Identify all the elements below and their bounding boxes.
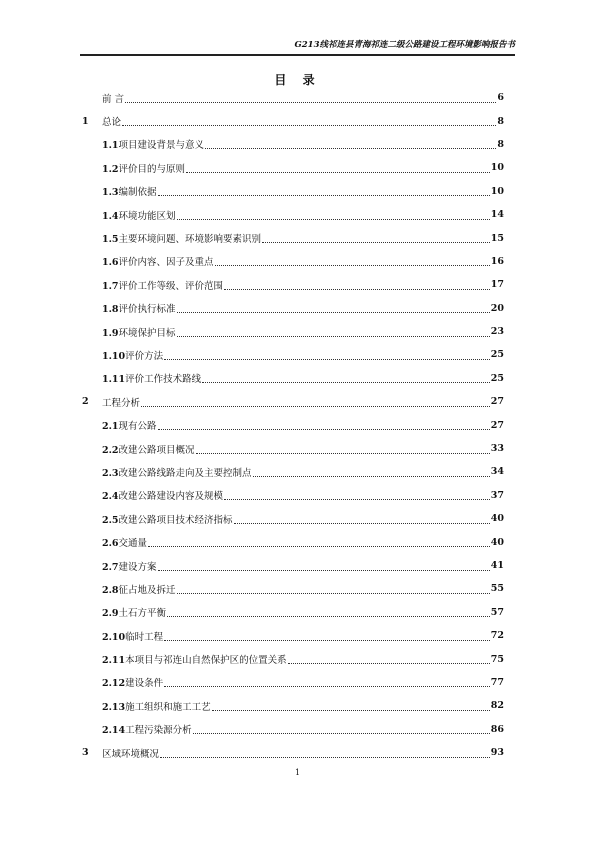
toc-dot-leader <box>253 467 490 477</box>
toc-dot-leader <box>224 490 490 500</box>
toc-title: 目 录 <box>274 73 321 87</box>
toc-page-number: 34 <box>490 466 504 478</box>
toc-page-number: 57 <box>490 606 504 618</box>
toc-entry[interactable] <box>82 530 504 553</box>
toc-entry-label <box>102 114 121 128</box>
toc-dot-leader <box>196 444 490 454</box>
toc-dot-leader <box>177 210 490 220</box>
toc-page-number: 27 <box>490 396 504 408</box>
toc-entry-title: 现有公路 <box>118 421 157 433</box>
toc-entry-label <box>102 699 211 713</box>
toc-page-number: 14 <box>490 209 504 221</box>
toc-page-number: 10 <box>490 162 504 174</box>
page-header <box>80 38 515 56</box>
table-of-contents <box>82 86 504 764</box>
toc-chapter-number: 3 <box>82 747 89 759</box>
toc-page-number: 40 <box>490 536 504 548</box>
toc-entry[interactable] <box>82 273 504 296</box>
toc-entry-title: 改建公路项目技术经济指标 <box>118 514 233 526</box>
toc-entry[interactable] <box>82 343 504 366</box>
toc-entry-title: 交通量 <box>118 538 148 550</box>
toc-entry-label <box>102 348 163 362</box>
toc-section-number: 2.10 <box>102 631 126 643</box>
toc-dot-leader <box>158 420 490 430</box>
toc-entry-label <box>102 535 147 549</box>
toc-section-number: 2.5 <box>102 514 119 526</box>
toc-page-number: 25 <box>490 349 504 361</box>
toc-entry-label <box>102 325 176 339</box>
toc-section-number: 2.2 <box>102 444 119 456</box>
toc-entry-label <box>102 465 252 479</box>
toc-entry[interactable] <box>82 507 504 530</box>
toc-entry-label <box>102 208 176 222</box>
toc-entry[interactable] <box>82 671 504 694</box>
toc-page-number: 8 <box>497 115 504 127</box>
toc-section-number: 1.7 <box>102 280 119 292</box>
toc-dot-leader <box>141 397 490 407</box>
toc-dot-leader <box>122 116 496 126</box>
toc-page-number: 72 <box>490 630 504 642</box>
toc-entry-title: 施工组织和施工工艺 <box>125 701 211 713</box>
toc-page-number: 6 <box>497 92 504 104</box>
toc-page-number: 55 <box>490 583 504 595</box>
toc-page-number: 16 <box>490 255 504 267</box>
toc-entry[interactable] <box>82 109 504 132</box>
toc-entry-label <box>102 675 163 689</box>
toc-dot-leader <box>288 654 490 664</box>
toc-entry[interactable] <box>82 437 504 460</box>
toc-entry[interactable] <box>82 647 504 670</box>
toc-page-number: 20 <box>490 302 504 314</box>
toc-entry-title: 本项目与祁连山自然保护区的位置关系 <box>125 655 287 667</box>
toc-entry-label <box>102 746 159 760</box>
toc-section-number: 1.8 <box>102 304 119 316</box>
toc-section-number: 1.4 <box>102 210 119 222</box>
toc-section-number: 1.9 <box>102 327 119 339</box>
toc-entry-title: 总论 <box>102 117 122 129</box>
toc-section-number: 1.3 <box>102 187 119 199</box>
toc-entry[interactable] <box>82 601 504 624</box>
toc-dot-leader <box>212 701 490 711</box>
toc-entry[interactable] <box>82 226 504 249</box>
toc-chapter-number: 1 <box>82 115 89 127</box>
toc-entry-label <box>102 442 195 456</box>
toc-entry-label <box>102 301 176 315</box>
toc-dot-leader <box>164 631 490 641</box>
toc-page-number: 33 <box>490 443 504 455</box>
toc-section-number: 1.2 <box>102 163 119 175</box>
toc-dot-leader <box>205 139 496 149</box>
toc-entry[interactable] <box>82 367 504 390</box>
toc-entry-title: 临时工程 <box>125 631 164 643</box>
toc-page-number: 15 <box>490 232 504 244</box>
toc-page-number: 86 <box>490 723 504 735</box>
toc-entry-label <box>102 582 176 596</box>
toc-entry[interactable] <box>82 694 504 717</box>
toc-entry-title: 征占地及拆迁 <box>118 584 176 596</box>
toc-section-number: 1.6 <box>102 257 119 269</box>
toc-entry-label <box>102 722 192 736</box>
toc-entry[interactable] <box>82 297 504 320</box>
toc-entry[interactable] <box>82 460 504 483</box>
toc-entry-title: 主要环境问题、环境影响要素识别 <box>118 234 262 246</box>
toc-entry-label <box>102 605 166 619</box>
toc-dot-leader <box>215 256 490 266</box>
toc-dot-leader <box>186 163 490 173</box>
toc-page-number: 10 <box>490 185 504 197</box>
toc-entry-title: 评价目的与原则 <box>118 163 186 175</box>
toc-entry-title: 建设方案 <box>118 561 157 573</box>
toc-page-number: 27 <box>490 419 504 431</box>
toc-entry-label <box>102 161 185 175</box>
toc-entry[interactable] <box>82 156 504 179</box>
toc-page-number: 25 <box>490 372 504 384</box>
toc-entry-label <box>102 418 157 432</box>
toc-dot-leader <box>158 561 490 571</box>
toc-entry[interactable] <box>82 624 504 647</box>
toc-entry[interactable] <box>82 554 504 577</box>
toc-page-number: 40 <box>490 513 504 525</box>
toc-entry-label <box>102 652 287 666</box>
toc-dot-leader <box>160 748 490 758</box>
toc-entry-title: 区域环境概况 <box>102 748 160 760</box>
toc-entry-title: 改建公路建设内容及规模 <box>118 491 224 503</box>
toc-page-number: 75 <box>490 653 504 665</box>
toc-section-number: 2.11 <box>102 655 126 667</box>
header-title: G213线祁连县青海祁连二级公路建设工程环境影响报告书 <box>294 40 515 50</box>
toc-entry[interactable] <box>82 484 504 507</box>
toc-section-number: 2.8 <box>102 584 119 596</box>
toc-entry-title: 改建公路线路走向及主要控制点 <box>118 467 252 479</box>
toc-dot-leader <box>177 327 490 337</box>
toc-entry[interactable] <box>82 390 504 413</box>
toc-entry-label <box>102 512 233 526</box>
toc-entry-label <box>102 184 157 198</box>
toc-section-number: 2.7 <box>102 561 119 573</box>
toc-entry[interactable] <box>82 320 504 343</box>
toc-section-number: 2.13 <box>102 701 126 713</box>
toc-entry-title: 评价工作等级、评价范围 <box>118 280 224 292</box>
toc-dot-leader <box>167 607 490 617</box>
toc-entry-title: 评价内容、因子及重点 <box>118 257 214 269</box>
toc-entry-title: 编制依据 <box>118 187 157 199</box>
toc-dot-leader <box>148 537 490 547</box>
toc-entry[interactable] <box>82 741 504 764</box>
toc-dot-leader <box>202 373 490 383</box>
toc-entry-label <box>102 629 163 643</box>
toc-entry[interactable] <box>82 180 504 203</box>
toc-section-number: 2.12 <box>102 678 126 690</box>
toc-page-number: 23 <box>490 326 504 338</box>
toc-entry[interactable] <box>82 86 504 109</box>
toc-page-number: 17 <box>490 279 504 291</box>
toc-entry[interactable] <box>82 133 504 156</box>
toc-dot-leader <box>193 724 490 734</box>
toc-entry-label <box>102 488 223 502</box>
toc-section-number: 2.3 <box>102 467 119 479</box>
toc-entry-label <box>102 278 223 292</box>
toc-entry-label <box>102 559 157 573</box>
toc-entry-label <box>102 231 261 245</box>
toc-dot-leader <box>177 303 490 313</box>
toc-section-number: 2.14 <box>102 725 126 737</box>
toc-dot-leader <box>125 93 496 103</box>
toc-entry-title: 改建公路项目概况 <box>118 444 195 456</box>
toc-page-number: 41 <box>490 560 504 571</box>
toc-entry-title: 项目建设背景与意义 <box>118 140 205 152</box>
toc-entry[interactable] <box>82 577 504 600</box>
toc-entry-title: 建设条件 <box>125 678 164 690</box>
toc-entry-label <box>102 395 140 409</box>
toc-entry-label <box>102 91 124 105</box>
toc-section-number: 1.11 <box>102 374 126 386</box>
toc-section-number: 2.6 <box>102 538 119 550</box>
toc-entry[interactable] <box>82 718 504 741</box>
toc-dot-leader <box>164 677 490 687</box>
toc-entry[interactable] <box>82 250 504 273</box>
toc-section-number: 2.1 <box>102 421 119 433</box>
toc-entry-label <box>102 137 204 151</box>
toc-section-number: 2.9 <box>102 608 119 620</box>
toc-entry-title: 评价方法 <box>125 350 164 362</box>
toc-dot-leader <box>177 584 490 594</box>
toc-dot-leader <box>164 350 490 360</box>
page-number: 1 <box>294 768 301 777</box>
toc-entry-title: 评价工作技术路线 <box>125 374 202 386</box>
toc-page-number: 82 <box>490 700 504 712</box>
toc-entry[interactable] <box>82 413 504 436</box>
toc-entry-label <box>102 254 214 268</box>
toc-page-number: 37 <box>490 489 504 501</box>
toc-entry-title: 土石方平衡 <box>118 608 167 620</box>
toc-section-number: 1.1 <box>102 140 119 152</box>
toc-entry-label <box>102 371 201 385</box>
toc-section-number: 2.4 <box>102 491 119 503</box>
toc-section-number: 1.10 <box>102 350 126 362</box>
toc-page-number: 77 <box>490 676 504 688</box>
toc-dot-leader <box>234 514 490 524</box>
toc-entry-title: 环境功能区划 <box>118 210 176 222</box>
toc-page-number: 8 <box>497 138 504 150</box>
toc-section-number: 1.5 <box>102 234 119 246</box>
toc-entry-title: 前 言 <box>102 93 125 105</box>
toc-entry-title: 环境保护目标 <box>118 327 176 339</box>
toc-entry[interactable] <box>82 203 504 226</box>
toc-chapter-number: 2 <box>82 396 89 408</box>
toc-dot-leader <box>158 186 490 196</box>
toc-entry-title: 工程污染源分析 <box>125 725 192 737</box>
toc-dot-leader <box>224 280 490 290</box>
toc-entry-title: 工程分析 <box>102 397 141 409</box>
toc-dot-leader <box>262 233 490 243</box>
toc-entry-title: 评价执行标准 <box>118 304 176 316</box>
toc-page-number: 93 <box>490 747 504 759</box>
